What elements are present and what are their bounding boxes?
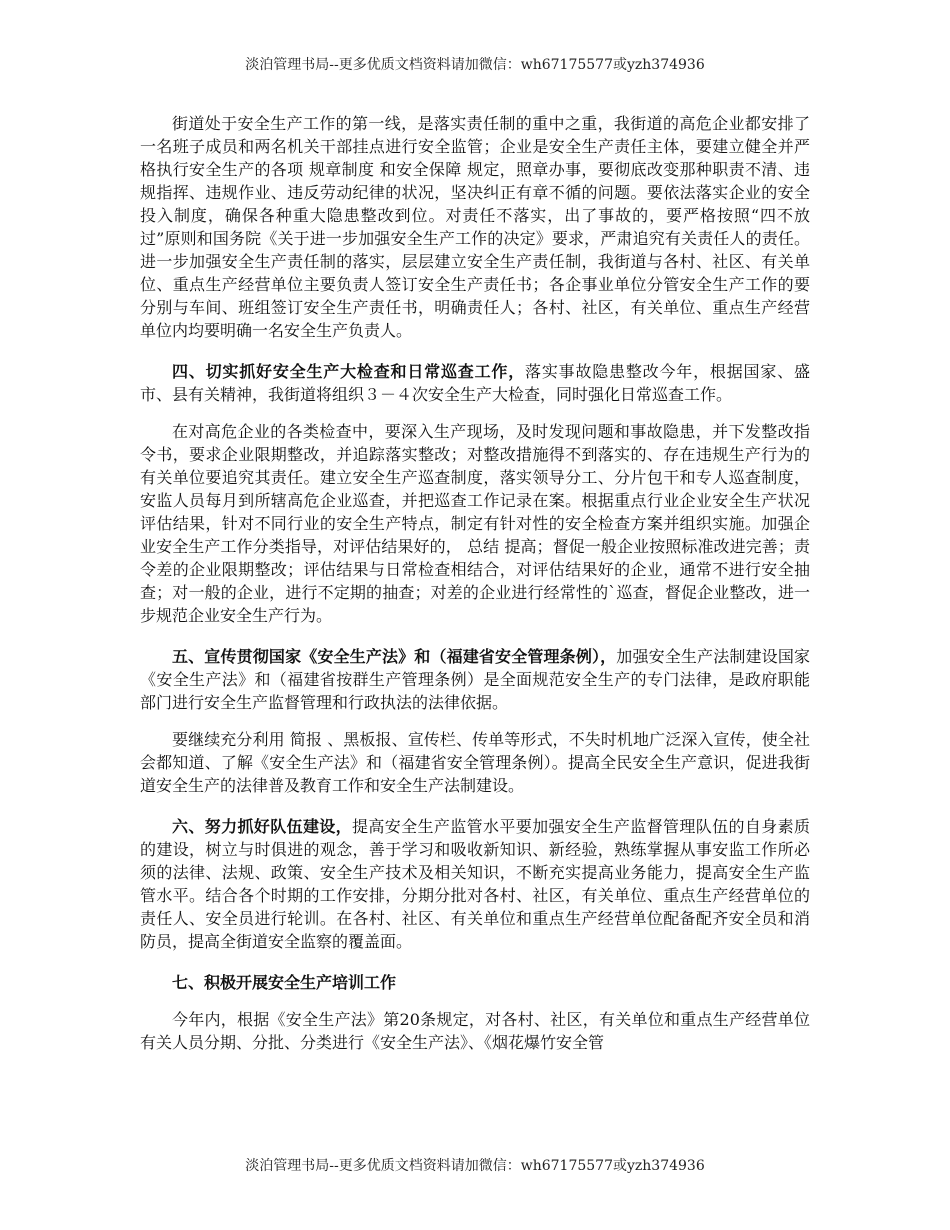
section-4-heading: 四、切实抓好安全生产大检查和日常巡查工作， <box>172 362 526 381</box>
paragraph-publicity: 要继续充分利用 简报 、黑板报、宣传栏、传单等形式，不失时机地广泛深入宣传，使全社会都知道、了解《安全生产法》和（福建省安全管理条例）。提高全民安全生产意识，促进我街道安全生产的法律普及教育工作和安全生产法制建设。 <box>140 730 810 795</box>
document-body <box>140 112 810 1072</box>
page-header: 淡泊管理书局--更多优质文档资料请加微信：wh67175577或yzh374936 <box>245 57 705 73</box>
paragraph-responsibility: 街道处于安全生产工作的第一线，是落实责任制的重中之重，我街道的高危企业都安排了一名班子成员和两名机关干部挂点进行安全监管；企业是安全生产责任主体，要建立健全并严格执行安全生产的各项 规章制度 和安全保障 规定，照章办事，要彻底改变那种职责不清、违规指挥、违规作业、违反劳动纪律的状况，坚决纠正有章不循的问题。要依法落实企业的安全投入制度，确保各种重大隐患整改到位。对责任不落实，出了事故的，要严格按照“四不放过”原则和国务院《关于进一步加强安全生产工作的决定》要求，严肃追究有关责任人的责任。进一步加强安全生产责任制的落实，层层建立安全生产责任制，我街道与各村、社区、有关单位、重点生产经营单位主要负责人签订安全生产责任书；各企事业单位分管安全生产工作的要分别与车间、班组签订安全生产责任书，明确责任人；各村、社区，有关单位、重点生产经营单位内均要明确一名安全生产负责人。 <box>140 114 810 340</box>
section-4 <box>140 360 810 406</box>
section-5 <box>140 645 810 714</box>
page-footer: 淡泊管理书局--更多优质文档资料请加微信：wh67175577或yzh374936 <box>245 1158 705 1174</box>
section-6-heading: 六、努力抓好队伍建设， <box>172 817 353 836</box>
section-4-text: 落实事故隐患整改今年，根据国家、盛市、县有关精神，我街道将组织３－４次安全生产大检查，同时强化日常巡查工作。 <box>140 362 810 404</box>
section-5-heading: 五、宣传贯彻国家《安全生产法》和（福建省安全管理条例）， <box>172 647 617 666</box>
section-7-heading: 七、积极开展安全生产培训工作 <box>172 973 397 992</box>
section-5-text: 加强安全生产法制建设国家《安全生产法》和（福建省按群生产管理条例）是全面规范安全生产的专门法律，是政府职能部门进行安全生产监督管理和行政执法的法律依据。 <box>140 647 810 712</box>
paragraph-inspection: 在对高危企业的各类检查中，要深入生产现场，及时发现问题和事故隐患，并下发整改指令书，要求企业限期整改，并追踪落实整改；对整改措施得不到落实的、存在违规生产行为的有关单位要追究其责任。建立安全生产巡查制度，落实领导分工、分片包干和专人巡查制度，安监人员每月到所辖高危企业巡查，并把巡查工作记录在案。根据重点行业企业安全生产状况评估结果，针对不同行业的安全生产特点，制定有针对性的安全检查方案并组织实施。加强企业安全生产工作分类指导，对评估结果好的， 总结 提高；督促一般企业按照标准改进完善；责令差的企业限期整改；评估结果与日常检查相结合，对评估结果好的企业，通常不进行安全抽查；对一般的企业，进行不定期的抽查；对差的企业进行经常性的`巡查，督促企业整改，进一步规范企业安全生产行为。 <box>140 422 810 625</box>
section-6 <box>140 815 810 953</box>
section-6-text: 提高安全生产监管水平要加强安全生产监督管理队伍的自身素质的建设，树立与时俱进的观念，善于学习和吸收新知识、新经验，熟练掌握从事安监工作所必须的法律、法规、政策、安全生产技术及相关知识，不断充实提高业务能力，提高安全生产监管水平。结合各个时期的工作安排，分期分批对各村、社区，有关单位、重点生产经营单位的责任人、安全员进行轮训。在各村、社区、有关单位和重点生产经营单位配备配齐安全员和消防员，提高全街道安全监察的覆盖面。 <box>140 817 810 951</box>
paragraph-training: 今年内，根据《安全生产法》第20条规定，对各村、社区，有关单位和重点生产经营单位有关人员分期、分批、分类进行《安全生产法》、《烟花爆竹安全管 <box>140 1010 810 1052</box>
